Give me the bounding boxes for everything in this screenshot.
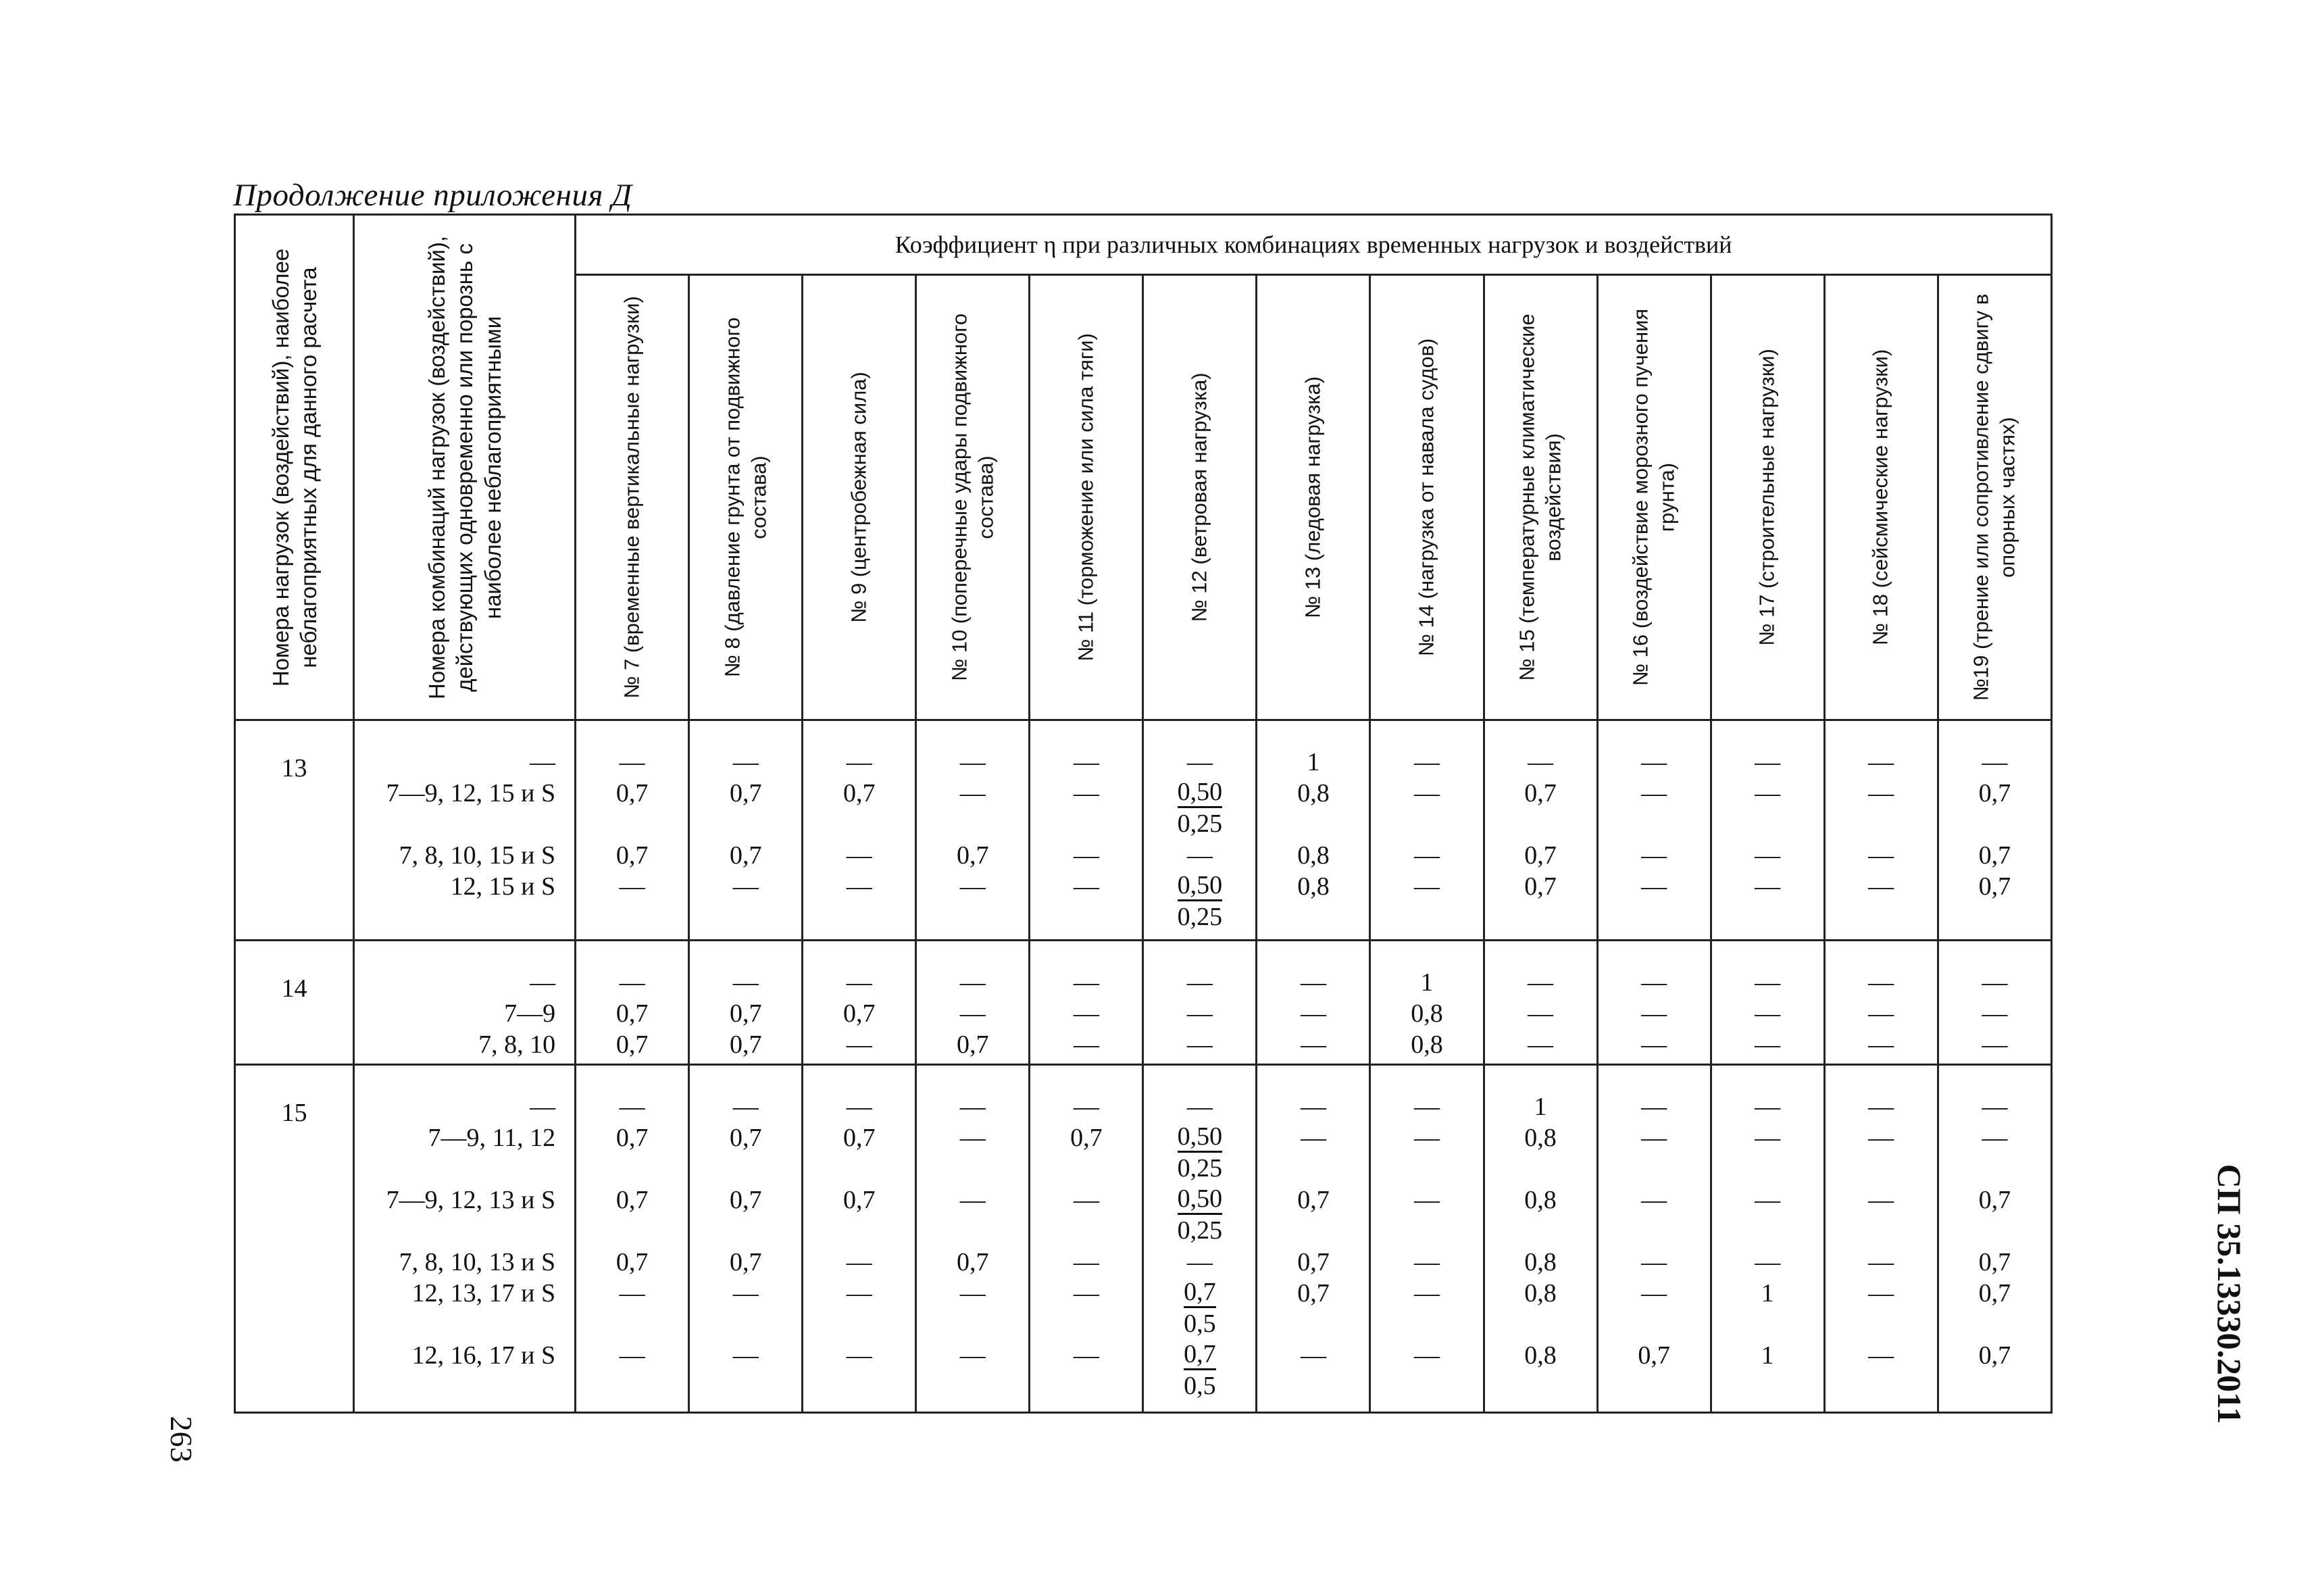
- coefficient-value: —: [1413, 1123, 1440, 1152]
- combination-label: 7, 8, 10, 13 и S: [399, 1247, 556, 1276]
- coefficient-value: —: [1868, 779, 1894, 807]
- coefficient-value: —: [1755, 999, 1781, 1028]
- combination-label: 7, 8, 10: [478, 1030, 556, 1059]
- coefficient-value: —: [619, 872, 645, 901]
- coefficient-value: —: [1755, 1092, 1781, 1121]
- coefficient-value: 0,7: [615, 779, 649, 807]
- coefficient-value: 0,7: [1978, 1278, 2011, 1307]
- coefficient-value: —: [846, 872, 872, 901]
- coefficient-value: —: [619, 748, 645, 776]
- coefficient-value: 0,7: [729, 779, 762, 807]
- fraction-value: $\frac{0,7}{0,5}$: [1184, 1339, 1216, 1400]
- header-load-18: № 18 (сейсмические нагрузки): [1824, 275, 1938, 720]
- coefficient-value: —: [1186, 1247, 1213, 1276]
- coefficient-value: 0,7: [957, 1030, 989, 1059]
- coefficient-value: —: [1868, 999, 1894, 1028]
- coefficient-cell: [576, 1064, 689, 1412]
- group-number: 13: [235, 720, 354, 941]
- coefficient-value: —: [959, 968, 986, 997]
- coefficient-value: —: [1641, 748, 1667, 776]
- group-number: 14: [235, 940, 354, 1064]
- coefficient-value: —: [959, 748, 986, 776]
- coefficient-value: 0,7: [615, 1185, 649, 1214]
- coefficient-value: 0,7: [843, 999, 876, 1028]
- coefficient-value: —: [1755, 872, 1781, 901]
- coefficient-cell: [1711, 940, 1824, 1064]
- coefficient-value: 0,8: [1297, 841, 1330, 870]
- combination-label: 12, 15 и S: [450, 872, 556, 901]
- coefficient-value: —: [1413, 779, 1440, 807]
- coefficient-cell: [689, 1064, 803, 1412]
- coefficient-value: —: [959, 1123, 986, 1152]
- header-load-11: № 11 (торможение или сила тяги): [1030, 275, 1143, 720]
- coefficient-value: —: [1868, 1030, 1894, 1059]
- coefficient-value: —: [619, 1278, 645, 1307]
- coefficient-value: 0,7: [615, 841, 649, 870]
- coefficient-value: —: [732, 1341, 759, 1370]
- header-load-8: № 8 (давление грунта от подвижного состава): [689, 275, 803, 720]
- coefficient-value: —: [1641, 841, 1667, 870]
- coefficient-value: —: [1073, 872, 1099, 901]
- coefficient-value: —: [1300, 968, 1326, 997]
- coefficient-value: —: [1300, 1030, 1326, 1059]
- page-number: 263: [164, 1416, 199, 1463]
- coefficient-value: 0,7: [729, 841, 762, 870]
- coefficient-cell: [1030, 720, 1143, 941]
- coefficient-cell: [1824, 940, 1938, 1064]
- coefficient-value: —: [1073, 968, 1099, 997]
- table-caption: Продолжение приложения Д: [233, 178, 632, 213]
- coefficient-value: —: [1868, 872, 1894, 901]
- coefficient-value: 0,7: [729, 1123, 762, 1152]
- coefficient-value: —: [846, 1092, 872, 1121]
- coefficient-value: 1: [1534, 1092, 1547, 1121]
- coefficient-value: 0,7: [1978, 841, 2011, 870]
- coefficient-cell: [1597, 1064, 1711, 1412]
- coefficient-value: —: [846, 1341, 872, 1370]
- coefficient-value: —: [1982, 1030, 2008, 1059]
- coefficient-value: 0,7: [957, 1247, 989, 1276]
- coefficient-value: —: [1073, 1247, 1099, 1276]
- coefficient-value: —: [846, 1247, 872, 1276]
- coefficient-value: —: [1073, 748, 1099, 776]
- coefficient-value: 0,8: [1524, 1185, 1557, 1214]
- coefficient-value: —: [732, 872, 759, 901]
- coefficient-cell: [803, 1064, 916, 1412]
- header-load-numbers: Номера нагрузок (воздействий), наиболее неблагоприятных для данного расчета: [235, 215, 354, 720]
- coefficient-value: —: [1413, 1185, 1440, 1214]
- header-load-17: № 17 (строительные нагрузки): [1711, 275, 1824, 720]
- coefficient-value: —: [1641, 1123, 1667, 1152]
- combination-cell: [354, 720, 576, 941]
- coefficient-value: —: [1868, 968, 1894, 997]
- coefficient-cell: [1484, 720, 1597, 941]
- coefficient-value: —: [1755, 1247, 1781, 1276]
- coefficient-value: —: [959, 999, 986, 1028]
- coefficient-value: 0,7: [843, 1185, 876, 1214]
- coefficient-value: 0,7: [1297, 1278, 1330, 1307]
- coefficient-cell: [803, 720, 916, 941]
- coefficient-cell: [1711, 720, 1824, 941]
- coefficient-value: —: [1982, 999, 2008, 1028]
- coefficient-cell: [689, 940, 803, 1064]
- coefficient-cell: [1370, 940, 1484, 1064]
- table-row: [235, 720, 2052, 941]
- coefficient-value: 0,7: [1524, 841, 1557, 870]
- coefficient-cell: [1484, 1064, 1597, 1412]
- coefficient-value: —: [1300, 1341, 1326, 1370]
- combination-label: —: [530, 1092, 556, 1121]
- coefficient-value: —: [1641, 1247, 1667, 1276]
- combination-label: 7, 8, 10, 15 и S: [399, 841, 556, 870]
- coefficient-value: —: [1413, 1247, 1440, 1276]
- table-row: [235, 1064, 2052, 1412]
- coefficient-value: —: [1300, 1123, 1326, 1152]
- coefficient-value: —: [1528, 999, 1554, 1028]
- header-coefficient: Коэффициент η при различных комбинациях временных нагрузок и воздействий: [576, 215, 2052, 275]
- coefficient-cell: [1143, 940, 1257, 1064]
- coefficient-cell: [1370, 720, 1484, 941]
- coefficient-value: —: [1982, 968, 2008, 997]
- header-load-13: № 13 (ледовая нагрузка): [1257, 275, 1370, 720]
- coefficient-value: 0,7: [843, 779, 876, 807]
- coefficient-value: —: [732, 1092, 759, 1121]
- coefficient-value: 0,8: [1524, 1341, 1557, 1370]
- coefficient-value: 0,8: [1297, 779, 1330, 807]
- coefficient-cell: [1597, 720, 1711, 941]
- fraction-value: $\frac{0,50}{0,25}$: [1177, 871, 1223, 931]
- coefficient-value: —: [959, 779, 986, 807]
- coefficient-value: 0,7: [1978, 779, 2011, 807]
- coefficient-value: 0,8: [1524, 1278, 1557, 1307]
- coefficient-value: —: [1186, 968, 1213, 997]
- coefficient-value: 0,7: [1638, 1341, 1670, 1370]
- coefficient-value: 0,7: [1978, 1185, 2011, 1214]
- coefficient-value: —: [959, 1341, 986, 1370]
- coefficient-value: —: [1413, 872, 1440, 901]
- coefficient-value: —: [1755, 968, 1781, 997]
- coefficient-value: —: [846, 748, 872, 776]
- coefficient-value: 0,7: [1978, 1341, 2011, 1370]
- combination-label: 12, 13, 17 и S: [411, 1278, 556, 1307]
- coefficient-value: —: [1186, 999, 1213, 1028]
- combination-label: 7—9: [504, 999, 556, 1028]
- coefficient-cell: [576, 720, 689, 941]
- coefficient-cell: [1824, 1064, 1938, 1412]
- coefficient-value: —: [846, 841, 872, 870]
- combination-label: 7—9, 12, 15 и S: [386, 779, 556, 807]
- coefficient-value: —: [1413, 1092, 1440, 1121]
- coefficient-value: —: [1073, 841, 1099, 870]
- coefficient-value: —: [1641, 999, 1667, 1028]
- coefficient-value: —: [1413, 1341, 1440, 1370]
- coefficient-value: —: [1528, 1030, 1554, 1059]
- coefficient-value: 1: [1761, 1341, 1774, 1370]
- coefficient-value: —: [1186, 1092, 1213, 1121]
- coefficient-value: —: [1868, 1247, 1894, 1276]
- coefficient-value: —: [1413, 1278, 1440, 1307]
- coefficient-value: —: [1073, 1341, 1099, 1370]
- coefficient-value: —: [1755, 1123, 1781, 1152]
- coefficient-value: 0,7: [1297, 1185, 1330, 1214]
- combination-label: 7—9, 11, 12: [428, 1123, 556, 1152]
- coefficient-value: —: [1528, 748, 1554, 776]
- coefficient-value: —: [1982, 1123, 2008, 1152]
- coefficient-value: —: [1868, 748, 1894, 776]
- coefficient-value: —: [1186, 748, 1213, 776]
- coefficient-cell: [1938, 720, 2051, 941]
- coefficient-value: —: [1755, 1030, 1781, 1059]
- coefficient-value: —: [959, 1278, 986, 1307]
- coefficient-value: —: [846, 1278, 872, 1307]
- coefficient-value: —: [1641, 1185, 1667, 1214]
- combination-label: —: [530, 968, 556, 997]
- coefficient-value: 0,7: [615, 1123, 649, 1152]
- coefficient-value: —: [1755, 841, 1781, 870]
- coefficient-value: —: [1641, 968, 1667, 997]
- coefficient-cell: [916, 940, 1030, 1064]
- coefficient-value: —: [1073, 779, 1099, 807]
- combination-cell: [354, 1064, 576, 1412]
- coefficient-value: 0,7: [729, 1247, 762, 1276]
- coefficient-value: —: [959, 1092, 986, 1121]
- coefficient-value: 0,7: [615, 1247, 649, 1276]
- coefficient-cell: [1824, 720, 1938, 941]
- header-combination-numbers: Номера комбинаций нагрузок (воздействий), действующих одновременно или порознь с наиболее неблагоприятными: [354, 215, 576, 720]
- coefficient-value: —: [1868, 1341, 1894, 1370]
- coefficient-value: 0,7: [1070, 1123, 1103, 1152]
- coefficient-value: —: [1868, 1185, 1894, 1214]
- coefficient-value: 1: [1761, 1278, 1774, 1307]
- coefficient-value: 0,8: [1297, 872, 1330, 901]
- coefficient-value: 0,8: [1411, 999, 1443, 1028]
- coefficient-value: —: [732, 748, 759, 776]
- coefficient-value: —: [619, 1092, 645, 1121]
- coefficient-value: —: [1073, 1092, 1099, 1121]
- coefficient-value: —: [1641, 1030, 1667, 1059]
- coefficient-cell: [1257, 940, 1370, 1064]
- standard-code: СП 35.13330.2011: [2211, 1164, 2248, 1424]
- table-row: [235, 940, 2052, 1064]
- coefficient-value: 0,7: [729, 1030, 762, 1059]
- coefficient-value: —: [732, 1278, 759, 1307]
- header-load-16: № 16 (воздействие морозного пучения грунта): [1597, 275, 1711, 720]
- coefficient-value: —: [1073, 999, 1099, 1028]
- coefficient-value: —: [1641, 1278, 1667, 1307]
- coefficient-value: —: [1413, 841, 1440, 870]
- coefficient-value: 0,7: [615, 1030, 649, 1059]
- coefficient-value: —: [1755, 1185, 1781, 1214]
- coefficient-value: 1: [1420, 968, 1434, 997]
- coefficient-value: 0,7: [1524, 872, 1557, 901]
- header-load-15: № 15 (температурные климатические воздействия): [1484, 275, 1597, 720]
- coefficient-cell: [1938, 1064, 2051, 1412]
- coefficient-value: —: [1413, 748, 1440, 776]
- coefficient-value: 0,8: [1411, 1030, 1443, 1059]
- coefficient-value: —: [846, 968, 872, 997]
- coefficient-value: 0,7: [729, 1185, 762, 1214]
- coefficient-value: —: [1641, 779, 1667, 807]
- coefficient-value: —: [959, 872, 986, 901]
- group-number: 15: [235, 1064, 354, 1412]
- coefficient-cell: [916, 720, 1030, 941]
- coefficient-value: 0,7: [1978, 1247, 2011, 1276]
- coefficient-value: 1: [1307, 748, 1320, 776]
- fraction-value: $\frac{0,50}{0,25}$: [1177, 1122, 1223, 1182]
- coefficient-value: 0,7: [1978, 872, 2011, 901]
- coefficient-cell: [1257, 1064, 1370, 1412]
- coefficient-value: 0,7: [843, 1123, 876, 1152]
- coefficient-cell: [1370, 1064, 1484, 1412]
- combination-label: 12, 16, 17 и S: [411, 1341, 556, 1370]
- coefficient-value: —: [1868, 841, 1894, 870]
- coefficient-value: —: [1186, 1030, 1213, 1059]
- header-load-12: № 12 (ветровая нагрузка): [1143, 275, 1257, 720]
- coefficient-table: [234, 214, 2053, 1414]
- coefficient-cell: [1484, 940, 1597, 1064]
- coefficient-value: —: [732, 968, 759, 997]
- coefficient-cell: [576, 940, 689, 1064]
- coefficient-cell: [1938, 940, 2051, 1064]
- coefficient-value: —: [1868, 1278, 1894, 1307]
- coefficient-value: 0,7: [1297, 1247, 1330, 1276]
- coefficient-value: —: [619, 1341, 645, 1370]
- coefficient-value: —: [1186, 841, 1213, 870]
- header-load-9: № 9 (центробежная сила): [803, 275, 916, 720]
- combination-cell: [354, 940, 576, 1064]
- header-load-7: № 7 (временные вертикальные нагрузки): [576, 275, 689, 720]
- coefficient-value: 0,8: [1524, 1123, 1557, 1152]
- coefficient-cell: [803, 940, 916, 1064]
- coefficient-value: —: [1755, 779, 1781, 807]
- coefficient-value: 0,7: [957, 841, 989, 870]
- fraction-value: $\frac{0,50}{0,25}$: [1177, 778, 1223, 838]
- coefficient-value: —: [1641, 872, 1667, 901]
- combination-label: —: [530, 748, 556, 776]
- coefficient-value: —: [1073, 1278, 1099, 1307]
- coefficient-value: —: [1300, 1092, 1326, 1121]
- coefficient-value: —: [1982, 748, 2008, 776]
- coefficient-value: —: [1528, 968, 1554, 997]
- header-load-19: №19 (трение или сопротивление сдвигу в опорных частях): [1938, 275, 2051, 720]
- combination-label: 7—9, 12, 13 и S: [386, 1185, 556, 1214]
- coefficient-value: —: [959, 1185, 986, 1214]
- coefficient-value: —: [1755, 748, 1781, 776]
- coefficient-value: —: [1641, 1092, 1667, 1121]
- coefficient-cell: [1257, 720, 1370, 941]
- coefficient-cell: [1143, 720, 1257, 941]
- coefficient-value: 0,8: [1524, 1247, 1557, 1276]
- coefficient-value: 0,7: [729, 999, 762, 1028]
- coefficient-cell: [1030, 940, 1143, 1064]
- coefficient-cell: [689, 720, 803, 941]
- coefficient-value: 0,7: [1524, 779, 1557, 807]
- coefficient-value: —: [1300, 999, 1326, 1028]
- coefficient-cell: [1143, 1064, 1257, 1412]
- coefficient-value: —: [1868, 1092, 1894, 1121]
- coefficient-value: 0,7: [615, 999, 649, 1028]
- coefficient-value: —: [619, 968, 645, 997]
- coefficient-value: —: [1073, 1185, 1099, 1214]
- coefficient-cell: [1711, 1064, 1824, 1412]
- fraction-value: $\frac{0,7}{0,5}$: [1184, 1277, 1216, 1338]
- coefficient-cell: [916, 1064, 1030, 1412]
- coefficient-value: —: [846, 1030, 872, 1059]
- coefficient-cell: [1597, 940, 1711, 1064]
- coefficient-value: —: [1982, 1092, 2008, 1121]
- fraction-value: $\frac{0,50}{0,25}$: [1177, 1184, 1223, 1245]
- header-load-14: № 14 (нагрузка от навала судов): [1370, 275, 1484, 720]
- header-load-10: № 10 (поперечные удары подвижного состава): [916, 275, 1030, 720]
- coefficient-value: —: [1868, 1123, 1894, 1152]
- coefficient-value: —: [1073, 1030, 1099, 1059]
- coefficient-cell: [1030, 1064, 1143, 1412]
